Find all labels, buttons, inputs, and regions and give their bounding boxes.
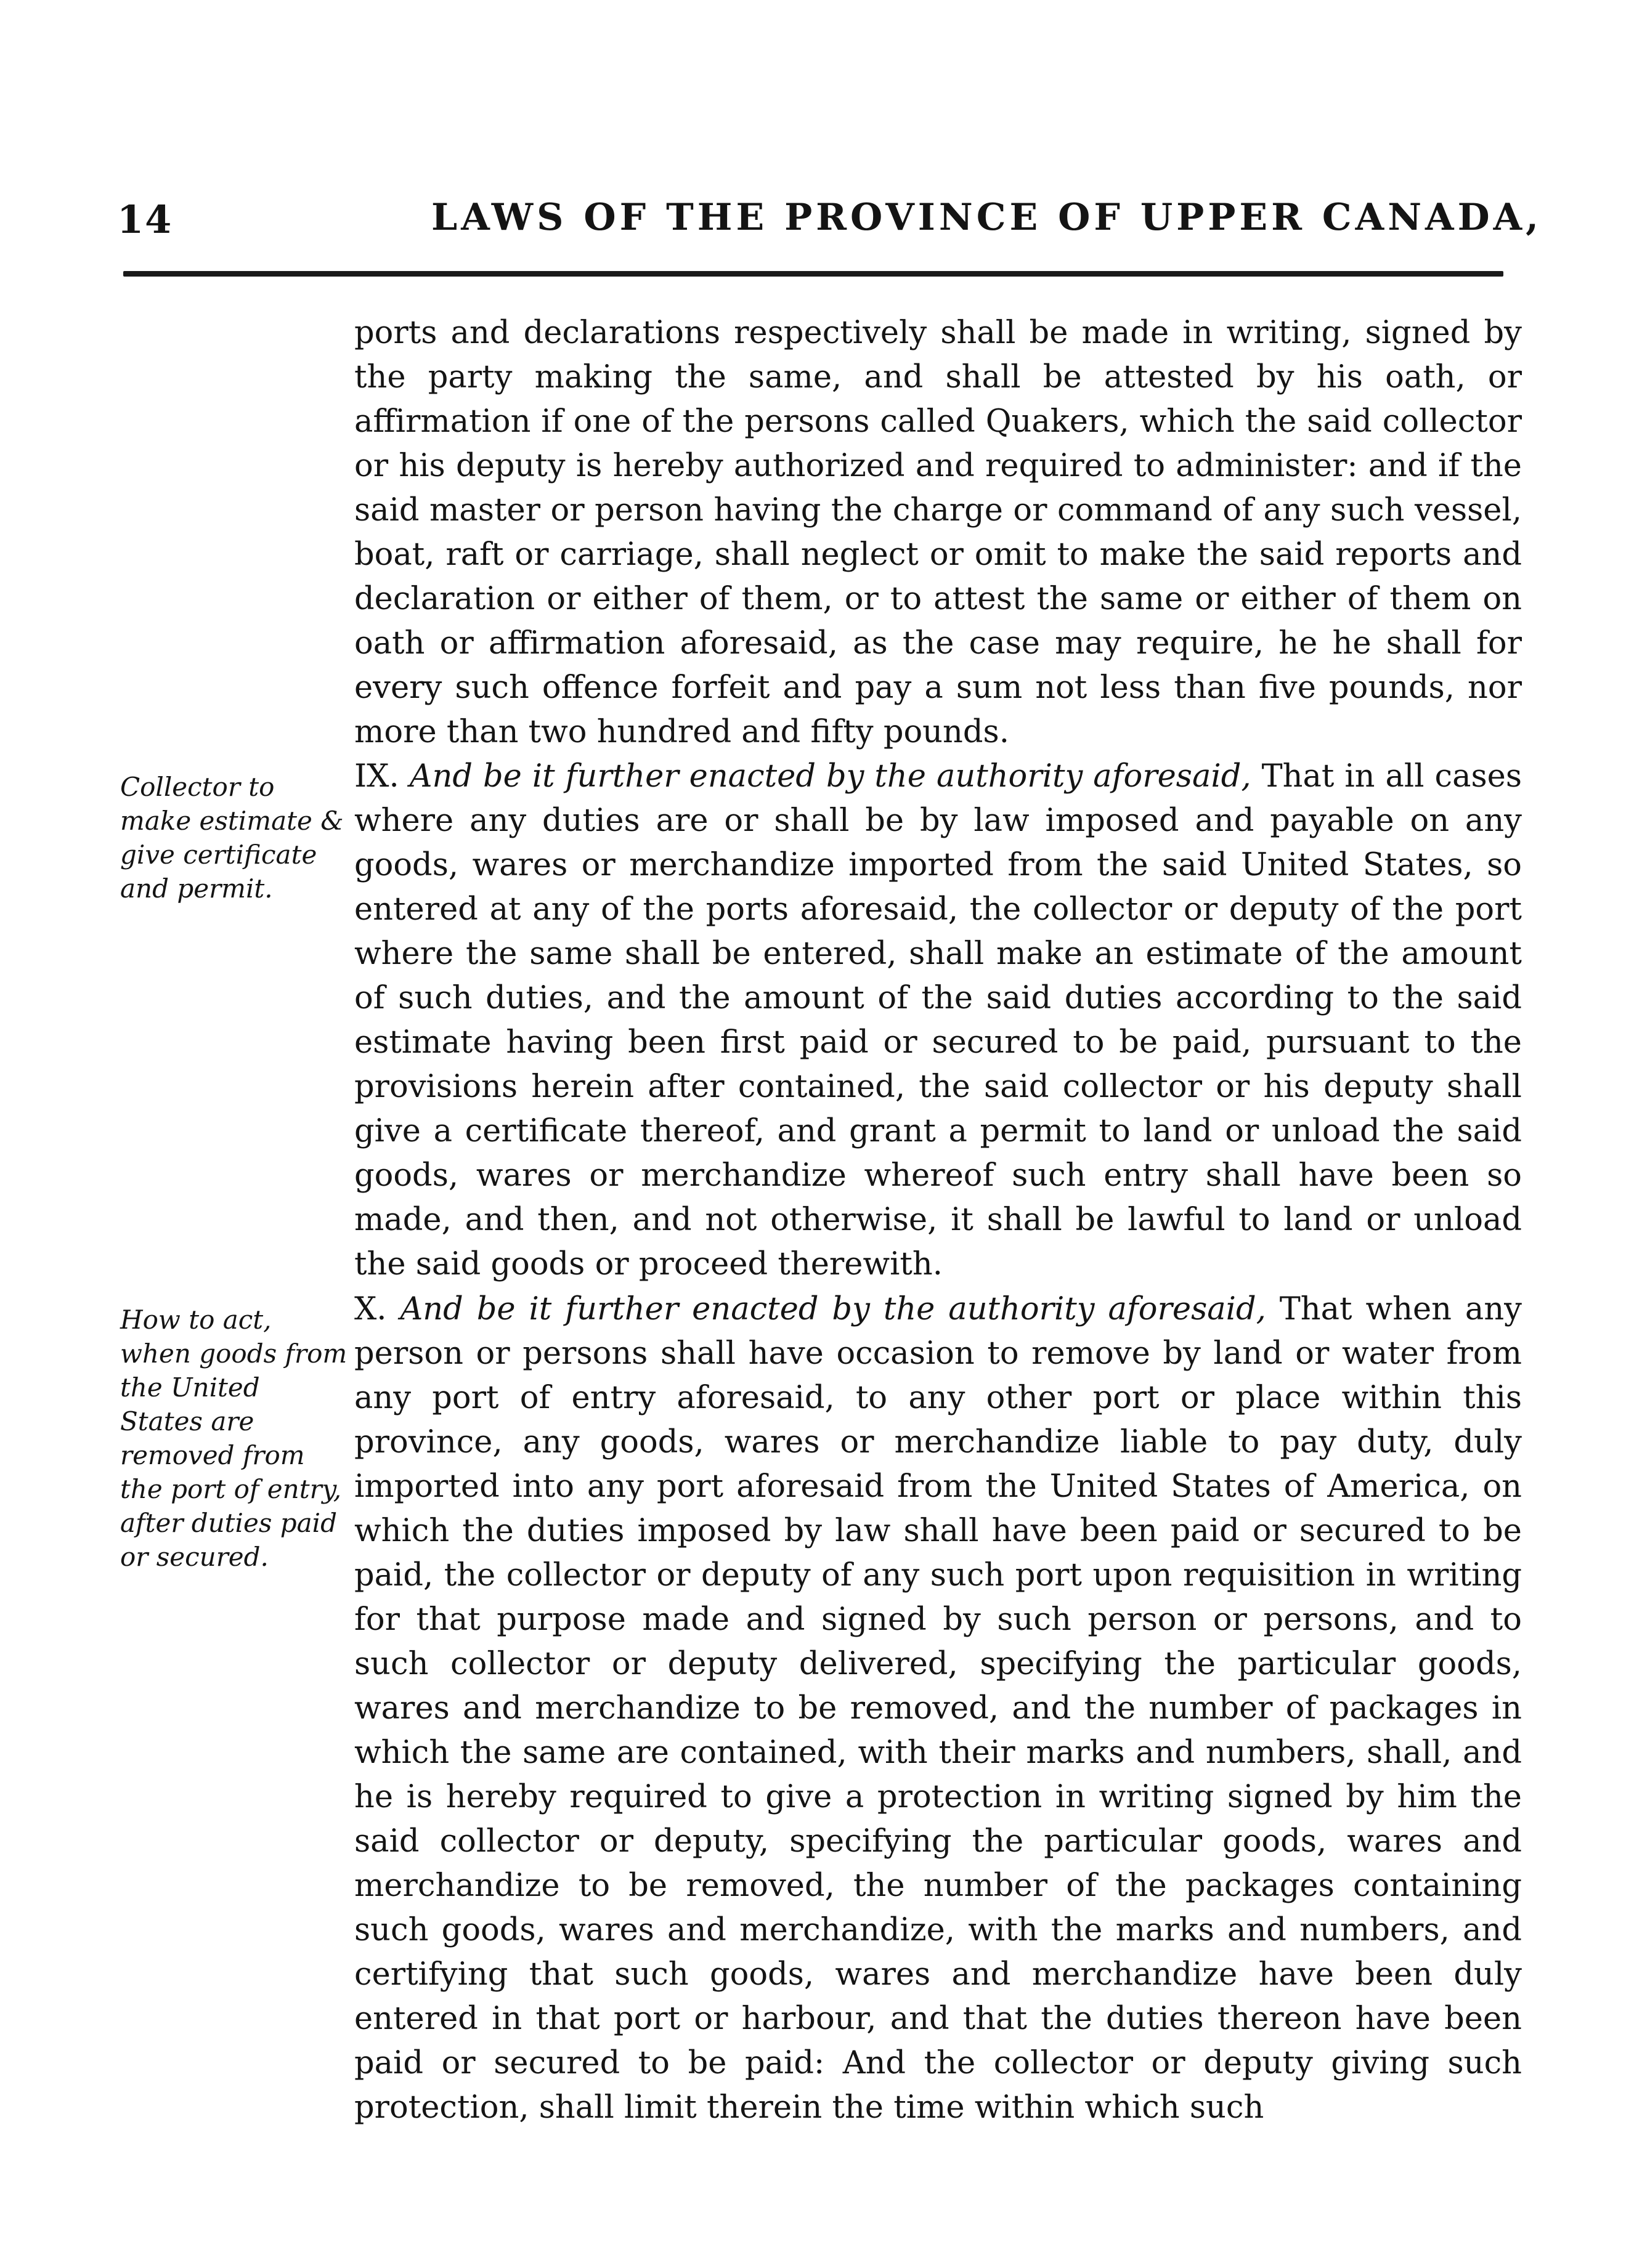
section-x-number: X. xyxy=(354,1291,387,1327)
continuation-paragraph xyxy=(354,311,1522,755)
margin-note-section-ix: Collector to make estimate & give certificate and permit. xyxy=(120,772,344,904)
section-ix-paragraph xyxy=(354,755,1522,1287)
margin-note-section-x: How to act, when goods from the United States are removed from the port of entry, after duties paid or secured. xyxy=(120,1305,348,1572)
running-title: LAWS OF THE PROVINCE OF UPPER CANADA, xyxy=(431,196,1543,239)
section-ix-number: IX. xyxy=(354,758,399,795)
continuation-text: ports and declarations respectively shall be made in writing, signed by the party making the same, and shall be attested by his oath, or affirmation if one of the persons called Quakers, which the said collector or his deputy is hereby authorized and required to administer: and if the said master or person having the charge or command of any such vessel, boat, raft or carriage, shall neglect or omit to make the said reports and declaration or either of them, or to attest the same or either of them on oath or affirmation aforesaid, as the case may require, he he shall for every such offence forfeit and pay a sum not less than five pounds, nor more than two hundred and fifty pounds. xyxy=(354,315,1522,750)
section-x-text: That when any person or persons shall have occasion to remove by land or water from any port of entry aforesaid, to any other port or place within this province, any goods, wares or merchandize liable to pay duty, duly imported into any port aforesaid from the United States of America, on which the duties imposed by law shall have been paid or secured to be paid, the collector or deputy of any such port upon requisition in writing for that purpose made and signed by such person or persons, and to such collector or deputy delivered, specifying the particular goods, wares and merchandize to be removed, and the number of packages in which the same are contained, with their marks and numbers, shall, and he is hereby required to give a protection in writing signed by him the said collector or deputy, specifying the particular goods, wares and merchandize to be removed, the number of the packages containing such goods, wares and merchandize, with the marks and numbers, and certifying that such goods, wares and merchandize have been duly entered in that port or harbour, and that the duties thereon have been paid or secured to be paid: And the collector or deputy giving such protection, shall limit therein the time within which such xyxy=(354,1291,1522,2126)
section-ix xyxy=(354,755,1522,1287)
page-number: 14 xyxy=(117,197,173,242)
section-x-paragraph xyxy=(354,1287,1522,2130)
header-rule xyxy=(123,271,1503,277)
section-ix-opening: And be it further enacted by the authority aforesaid, xyxy=(409,758,1251,795)
section-x xyxy=(354,1287,1522,2130)
section-x-opening: And be it further enacted by the authority aforesaid, xyxy=(400,1291,1266,1327)
section-ix-text: That in all cases where any duties are or shall be by law imposed and payable on any goods, wares or merchandize imported from the said United States, so entered at any of the ports aforesaid, the collector or deputy of the port where the same shall be entered, shall make an estimate of the amount of such duties, and the amount of the said duties according to the said estimate having been first paid or secured to be paid, pursuant to the provisions herein after contained, the said collector or his deputy shall give a certificate thereof, and grant a permit to land or unload the said goods, wares or merchandize whereof such entry shall have been so made, and then, and not otherwise, it shall be lawful to land or unload the said goods or proceed therewith. xyxy=(354,758,1522,1282)
